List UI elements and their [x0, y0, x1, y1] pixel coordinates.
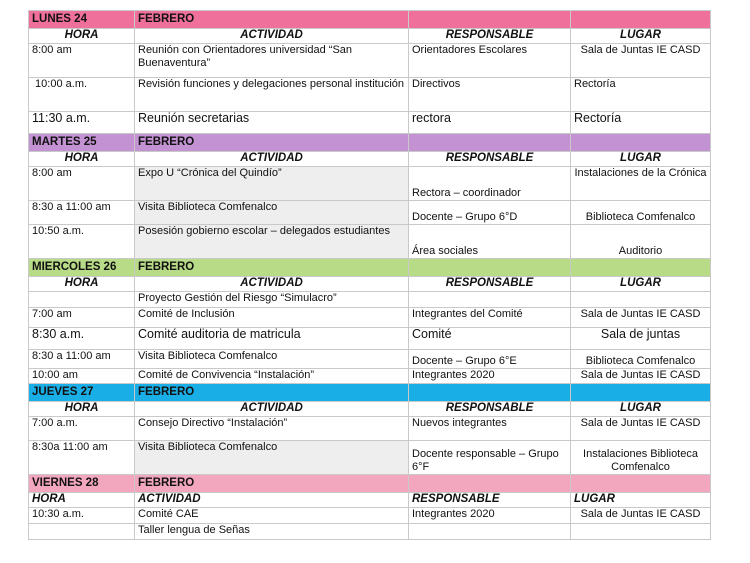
- day-band-cell: [571, 134, 711, 152]
- header-lugar: LUGAR: [571, 29, 711, 44]
- actividad-cell: Proyecto Gestión del Riesgo “Simulacro”: [135, 292, 409, 308]
- day-label: VIERNES 28: [29, 475, 135, 493]
- table-row: [29, 524, 711, 540]
- actividad-cell: Visita Biblioteca Comfenalco: [135, 350, 409, 369]
- hora-cell: 8:30 a 11:00 am: [29, 201, 135, 225]
- table-row: [29, 508, 711, 524]
- hora-cell: 8:30 a.m.: [29, 328, 135, 350]
- day-row-lunes: [29, 11, 711, 29]
- actividad-cell: Visita Biblioteca Comfenalco: [135, 441, 409, 475]
- lugar-cell: Sala de Juntas IE CASD: [571, 308, 711, 328]
- lugar-cell: Biblioteca Comfenalco: [571, 350, 711, 369]
- table-row: [29, 112, 711, 134]
- table-row: [29, 167, 711, 201]
- hora-cell: [29, 292, 135, 308]
- actividad-cell: Comité CAE: [135, 508, 409, 524]
- column-header-row: [29, 152, 711, 167]
- weekly-schedule: [28, 10, 710, 540]
- header-hora: HORA: [29, 402, 135, 417]
- day-row-miercoles: [29, 259, 711, 277]
- header-actividad: ACTIVIDAD: [135, 29, 409, 44]
- lugar-cell: Sala de Juntas IE CASD: [571, 44, 711, 78]
- header-responsable: RESPONSABLE: [409, 493, 571, 508]
- responsable-cell: Nuevos integrantes: [409, 417, 571, 441]
- header-lugar: LUGAR: [571, 277, 711, 292]
- table-row: [29, 292, 711, 308]
- header-hora: HORA: [29, 152, 135, 167]
- lugar-cell: Instalaciones Biblioteca Comfenalco: [571, 441, 711, 475]
- lugar-cell: Rectoría: [571, 112, 711, 134]
- responsable-cell: Área sociales: [409, 225, 571, 259]
- table-row: [29, 328, 711, 350]
- table-row: [29, 225, 711, 259]
- hora-cell: 10:00 am: [29, 369, 135, 384]
- schedule-table: [28, 10, 711, 540]
- responsable-cell: Integrantes del Comité: [409, 308, 571, 328]
- lugar-cell: [571, 292, 711, 308]
- column-header-row: [29, 29, 711, 44]
- day-band-cell: [571, 384, 711, 402]
- responsable-cell: Integrantes 2020: [409, 508, 571, 524]
- header-actividad: ACTIVIDAD: [135, 402, 409, 417]
- lugar-cell: Biblioteca Comfenalco: [571, 201, 711, 225]
- day-band-cell: [409, 134, 571, 152]
- header-responsable: RESPONSABLE: [409, 29, 571, 44]
- month-label: FEBRERO: [135, 259, 409, 277]
- lugar-cell: Auditorio: [571, 225, 711, 259]
- lugar-cell: Sala de Juntas IE CASD: [571, 369, 711, 384]
- month-label: FEBRERO: [135, 475, 409, 493]
- actividad-cell: Comité de Inclusión: [135, 308, 409, 328]
- hora-cell: 8:00 am: [29, 167, 135, 201]
- day-band-cell: [409, 11, 571, 29]
- day-label: LUNES 24: [29, 11, 135, 29]
- header-lugar: LUGAR: [571, 493, 711, 508]
- responsable-cell: Docente responsable – Grupo 6°F: [409, 441, 571, 475]
- actividad-cell: Reunión secretarias: [135, 112, 409, 134]
- responsable-cell: Docente – Grupo 6°D: [409, 201, 571, 225]
- header-lugar: LUGAR: [571, 152, 711, 167]
- table-row: [29, 308, 711, 328]
- responsable-cell: [409, 524, 571, 540]
- day-row-jueves: [29, 384, 711, 402]
- responsable-cell: rectora: [409, 112, 571, 134]
- responsable-cell: Rectora – coordinador: [409, 167, 571, 201]
- header-actividad: ACTIVIDAD: [135, 277, 409, 292]
- actividad-cell: Expo U “Crónica del Quindío”: [135, 167, 409, 201]
- actividad-cell: Reunión con Orientadores universidad “San Buenaventura”: [135, 44, 409, 78]
- actividad-cell: Posesión gobierno escolar – delegados estudiantes: [135, 225, 409, 259]
- day-row-martes: [29, 134, 711, 152]
- month-label: FEBRERO: [135, 384, 409, 402]
- column-header-row: [29, 402, 711, 417]
- hora-cell: 7:00 a.m.: [29, 417, 135, 441]
- responsable-cell: [409, 292, 571, 308]
- day-row-viernes: [29, 475, 711, 493]
- table-row: [29, 441, 711, 475]
- table-row: [29, 369, 711, 384]
- day-band-cell: [571, 259, 711, 277]
- lugar-cell: [571, 524, 711, 540]
- actividad-cell: Taller lengua de Señas: [135, 524, 409, 540]
- hora-cell: 8:30a 11:00 am: [29, 441, 135, 475]
- header-actividad: ACTIVIDAD: [135, 152, 409, 167]
- lugar-cell: Sala de Juntas IE CASD: [571, 508, 711, 524]
- lugar-cell: Sala de juntas: [571, 328, 711, 350]
- responsable-cell: Integrantes 2020: [409, 369, 571, 384]
- day-band-cell: [571, 11, 711, 29]
- actividad-cell: Visita Biblioteca Comfenalco: [135, 201, 409, 225]
- day-band-cell: [571, 475, 711, 493]
- lugar-cell: Sala de Juntas IE CASD: [571, 417, 711, 441]
- hora-cell: 10:30 a.m.: [29, 508, 135, 524]
- hora-cell: [29, 524, 135, 540]
- hora-cell: 10:50 a.m.: [29, 225, 135, 259]
- header-hora: HORA: [29, 493, 135, 508]
- hora-cell: 8:30 a 11:00 am: [29, 350, 135, 369]
- lugar-cell: Rectoría: [571, 78, 711, 112]
- actividad-cell: Revisión funciones y delegaciones personal institución: [135, 78, 409, 112]
- header-hora: HORA: [29, 29, 135, 44]
- hora-cell: 10:00 a.m.: [29, 78, 135, 112]
- table-row: [29, 201, 711, 225]
- header-responsable: RESPONSABLE: [409, 152, 571, 167]
- header-responsable: RESPONSABLE: [409, 277, 571, 292]
- day-band-cell: [409, 259, 571, 277]
- day-band-cell: [409, 475, 571, 493]
- table-row: [29, 78, 711, 112]
- day-label: MIERCOLES 26: [29, 259, 135, 277]
- responsable-cell: Directivos: [409, 78, 571, 112]
- table-row: [29, 417, 711, 441]
- header-actividad: ACTIVIDAD: [135, 493, 409, 508]
- hora-cell: 7:00 am: [29, 308, 135, 328]
- responsable-cell: Comité: [409, 328, 571, 350]
- header-responsable: RESPONSABLE: [409, 402, 571, 417]
- column-header-row: [29, 277, 711, 292]
- lugar-cell: Instalaciones de la Crónica: [571, 167, 711, 201]
- table-row: [29, 44, 711, 78]
- header-hora: HORA: [29, 277, 135, 292]
- actividad-cell: Comité auditoria de matricula: [135, 328, 409, 350]
- month-label: FEBRERO: [135, 11, 409, 29]
- hora-cell: 11:30 a.m.: [29, 112, 135, 134]
- column-header-row: [29, 493, 711, 508]
- day-band-cell: [409, 384, 571, 402]
- day-label: JUEVES 27: [29, 384, 135, 402]
- day-label: MARTES 25: [29, 134, 135, 152]
- header-lugar: LUGAR: [571, 402, 711, 417]
- table-row: [29, 350, 711, 369]
- hora-cell: 8:00 am: [29, 44, 135, 78]
- month-label: FEBRERO: [135, 134, 409, 152]
- responsable-cell: Orientadores Escolares: [409, 44, 571, 78]
- actividad-cell: Consejo Directivo “Instalación”: [135, 417, 409, 441]
- responsable-cell: Docente – Grupo 6°E: [409, 350, 571, 369]
- actividad-cell: Comité de Convivencia “Instalación”: [135, 369, 409, 384]
